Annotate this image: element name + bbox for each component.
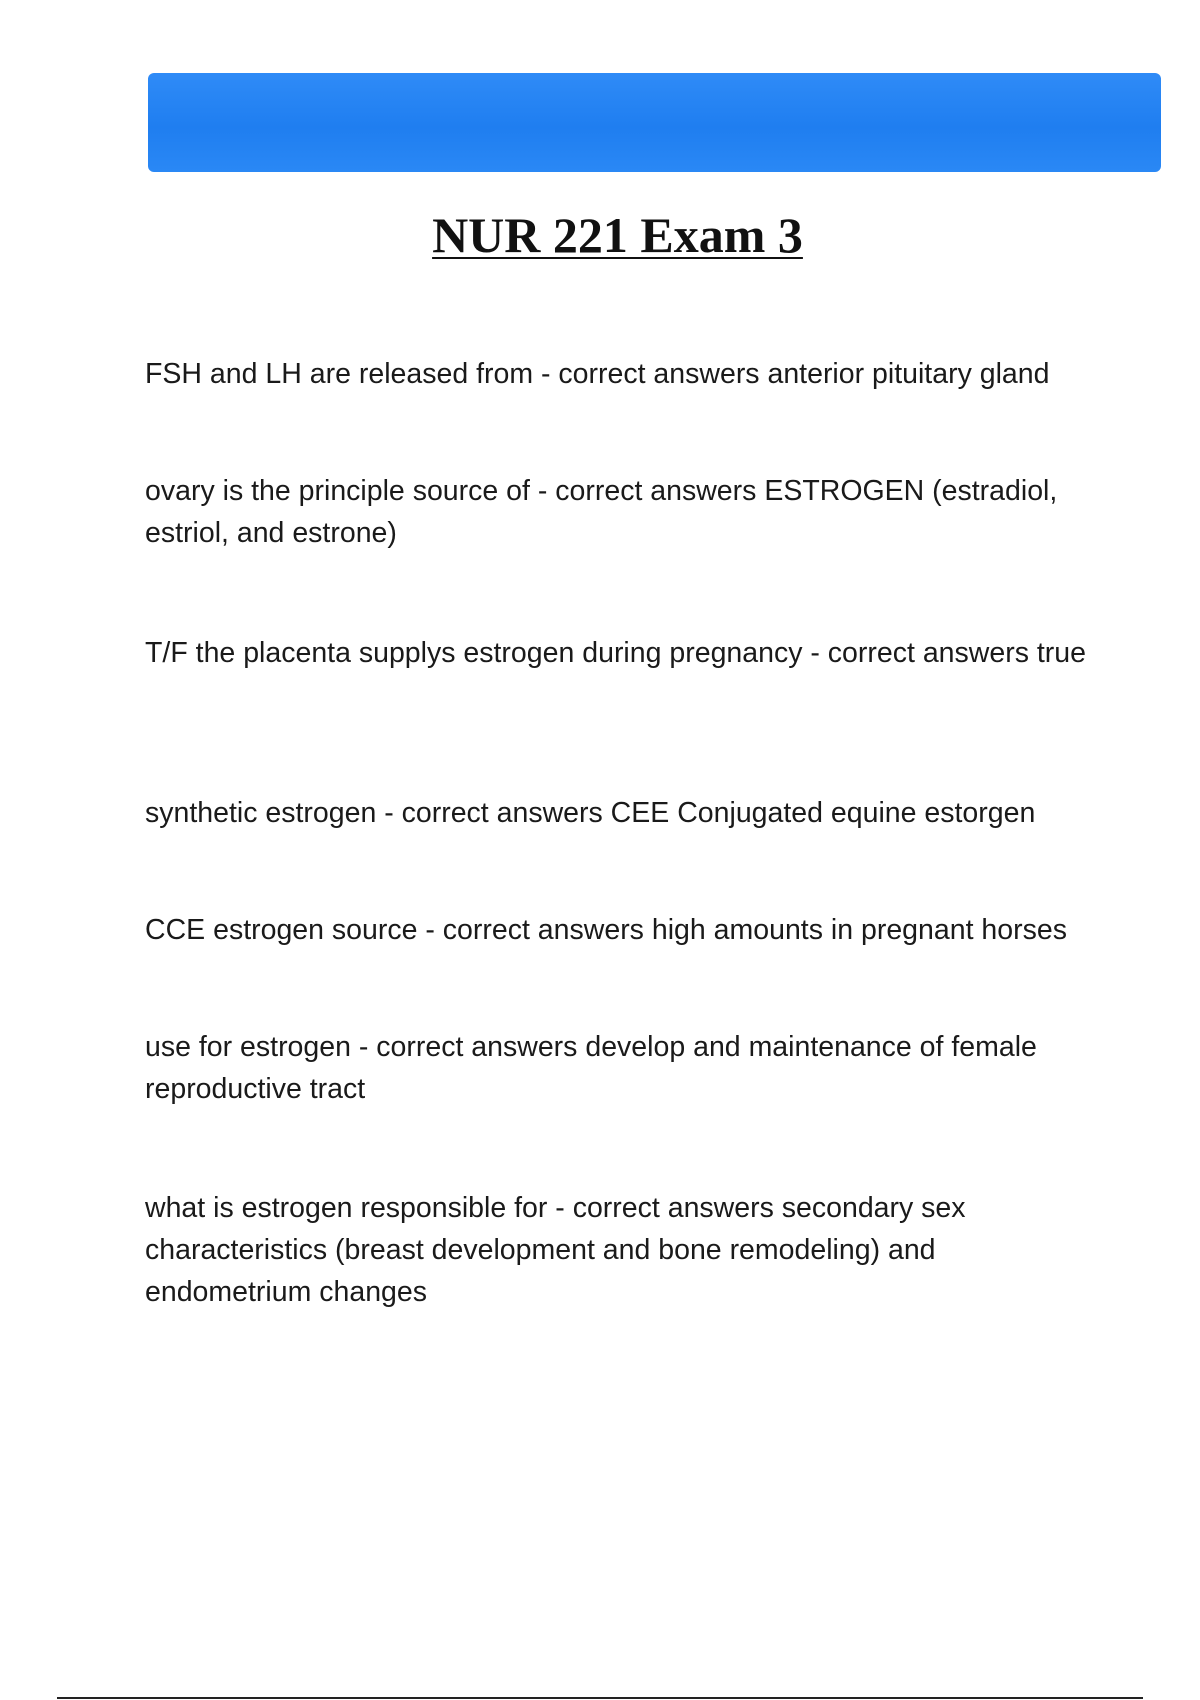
header-banner bbox=[148, 73, 1161, 172]
page-title: NUR 221 Exam 3 bbox=[432, 207, 803, 263]
list-item: CCE estrogen source - correct answers high amounts in pregnant horses bbox=[145, 914, 1067, 946]
footer-divider bbox=[57, 1697, 1143, 1699]
list-item: use for estrogen - correct answers develop and maintenance of female reproductive tract bbox=[145, 1031, 1037, 1105]
list-item: FSH and LH are released from - correct answers anterior pituitary gland bbox=[145, 358, 1050, 390]
list-item: what is estrogen responsible for - correct answers secondary sex characteristics (breast development and bone remodeling) and endometrium changes bbox=[145, 1192, 966, 1308]
list-item: synthetic estrogen - correct answers CEE Conjugated equine estorgen bbox=[145, 797, 1036, 829]
list-item: T/F the placenta supplys estrogen during pregnancy - correct answers true bbox=[145, 637, 1086, 669]
list-item: ovary is the principle source of - correct answers ESTROGEN (estradiol, estriol, and estrone) bbox=[145, 475, 1058, 549]
